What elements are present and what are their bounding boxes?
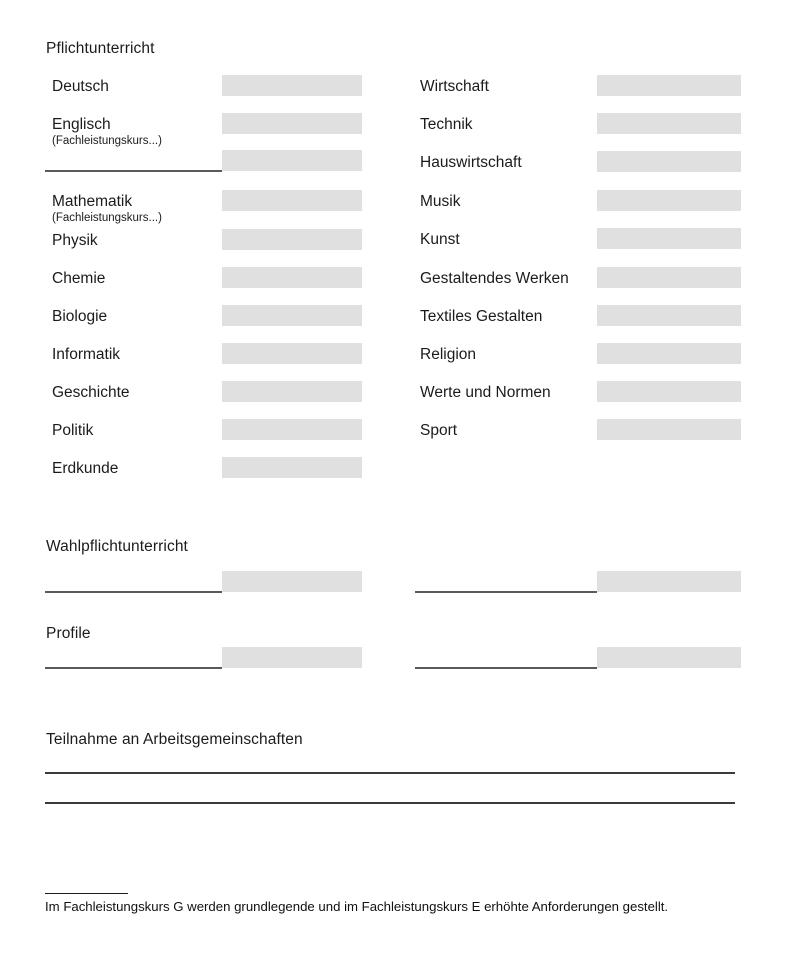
subject-label-informatik: Informatik bbox=[52, 346, 121, 363]
profile-subject-line-1[interactable] bbox=[45, 667, 222, 669]
working-group-line-1[interactable] bbox=[45, 772, 735, 774]
subject-label-textiles-gestalten: Textiles Gestalten bbox=[420, 308, 543, 325]
grade-field-gestaltendes-werken[interactable] bbox=[597, 267, 741, 288]
subject-label-sport: Sport bbox=[420, 422, 458, 439]
grade-field-informatik[interactable] bbox=[222, 343, 362, 364]
section-heading-pflichtunterricht: Pflichtunterricht bbox=[46, 40, 155, 57]
grade-field-deutsch[interactable] bbox=[222, 75, 362, 96]
section-heading-profile: Profile bbox=[46, 625, 91, 642]
grade-field-mathematik[interactable] bbox=[222, 190, 362, 211]
grade-field-wirtschaft[interactable] bbox=[597, 75, 741, 96]
elective-grade-field-1[interactable] bbox=[222, 571, 362, 592]
grade-field-sport[interactable] bbox=[597, 419, 741, 440]
subject-label-erdkunde: Erdkunde bbox=[52, 460, 119, 477]
subject-label-biologie: Biologie bbox=[52, 308, 108, 325]
grade-field-physik[interactable] bbox=[222, 229, 362, 250]
elective-subject-line-1[interactable] bbox=[45, 591, 222, 593]
subject-label-chemie: Chemie bbox=[52, 270, 106, 287]
grade-field-biologie[interactable] bbox=[222, 305, 362, 326]
working-group-line-2[interactable] bbox=[45, 802, 735, 804]
subject-label-deutsch: Deutsch bbox=[52, 78, 109, 95]
grade-field-textiles-gestalten[interactable] bbox=[597, 305, 741, 326]
grade-field-musik[interactable] bbox=[597, 190, 741, 211]
subject-label-technik: Technik bbox=[420, 116, 473, 133]
elective-grade-field-2[interactable] bbox=[597, 571, 741, 592]
footnote-separator-rule bbox=[45, 893, 128, 894]
subject-label-gestaltendes-werken: Gestaltendes Werken bbox=[420, 270, 569, 287]
subject-label-religion: Religion bbox=[420, 346, 477, 363]
write-on-rule-englisch bbox=[45, 170, 222, 172]
grade-field-hauswirtschaft[interactable] bbox=[597, 151, 741, 172]
subject-label-musik: Musik bbox=[420, 193, 461, 210]
grade-field-chemie[interactable] bbox=[222, 267, 362, 288]
subject-label-geschichte: Geschichte bbox=[52, 384, 130, 401]
footnote-text: Im Fachleistungskurs G werden grundlegende und im Fachleistungskurs E erhöhte Anforderungen gestellt. bbox=[45, 899, 669, 914]
subject-label-kunst: Kunst bbox=[420, 231, 460, 248]
grade-field-englisch[interactable] bbox=[222, 113, 362, 134]
subject-label-physik: Physik bbox=[52, 232, 98, 249]
subject-label-mathematik: Mathematik bbox=[52, 193, 133, 210]
grade-field-geschichte[interactable] bbox=[222, 381, 362, 402]
grade-field-erdkunde[interactable] bbox=[222, 457, 362, 478]
kurs-field-englisch[interactable] bbox=[222, 150, 362, 171]
grade-field-kunst[interactable] bbox=[597, 228, 741, 249]
section-heading-arbeitsgemeinschaften: Teilnahme an Arbeitsgemeinschaften bbox=[46, 731, 303, 748]
grade-field-religion[interactable] bbox=[597, 343, 741, 364]
profile-subject-line-2[interactable] bbox=[415, 667, 597, 669]
profile-grade-field-2[interactable] bbox=[597, 647, 741, 668]
subject-label-englisch: Englisch bbox=[52, 116, 111, 133]
subject-sublabel-mathematik: (Fachleistungskurs...) bbox=[52, 212, 162, 224]
elective-subject-line-2[interactable] bbox=[415, 591, 597, 593]
subject-sublabel-englisch: (Fachleistungskurs...) bbox=[52, 135, 162, 147]
subject-label-werte-und-normen: Werte und Normen bbox=[420, 384, 551, 401]
grade-field-werte-und-normen[interactable] bbox=[597, 381, 741, 402]
grade-field-politik[interactable] bbox=[222, 419, 362, 440]
profile-grade-field-1[interactable] bbox=[222, 647, 362, 668]
grade-field-technik[interactable] bbox=[597, 113, 741, 134]
subject-label-politik: Politik bbox=[52, 422, 94, 439]
subject-label-wirtschaft: Wirtschaft bbox=[420, 78, 489, 95]
subject-label-hauswirtschaft: Hauswirtschaft bbox=[420, 154, 522, 171]
section-heading-wahlpflichtunterricht: Wahlpflichtunterricht bbox=[46, 538, 188, 555]
